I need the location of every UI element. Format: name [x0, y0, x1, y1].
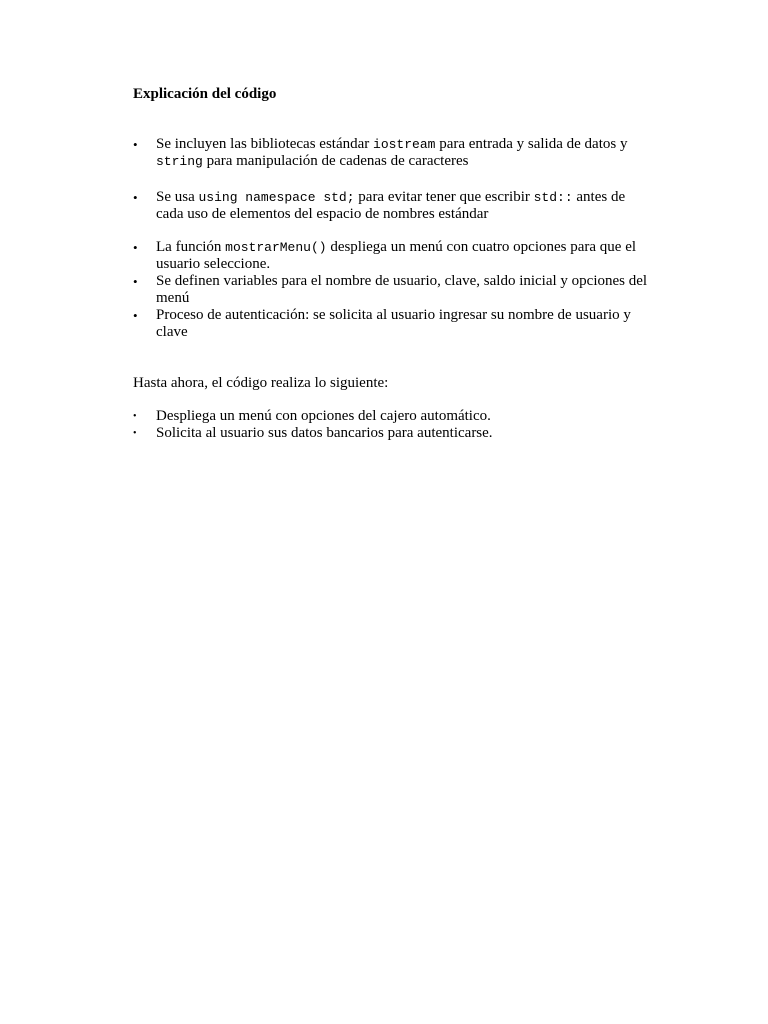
bullet-icon: • [133, 411, 137, 422]
bullet-icon: • [133, 240, 138, 255]
list-item [133, 307, 653, 341]
bullet-icon: • [133, 428, 137, 439]
list-item [133, 273, 653, 307]
bullet-icon: • [133, 190, 138, 205]
summary-item-text: Despliega un menú con opciones del cajero automático. [156, 408, 491, 424]
document-heading: Explicación del código [133, 86, 277, 102]
summary-item-text: Solicita al usuario sus datos bancarios para autenticarse. [156, 425, 493, 441]
list-item-text: Se usa using namespace std; para evitar tener que escribir std:: antes de cada uso de elementos del espacio de nombres estándar [156, 189, 626, 222]
code-snippet: iostream [373, 137, 436, 152]
list-item [133, 189, 653, 223]
code-snippet: mostrarMenu() [225, 240, 327, 255]
bullet-icon: • [133, 308, 138, 323]
bullet-icon: • [133, 137, 138, 152]
bullet-icon: • [133, 274, 138, 289]
code-snippet: std:: [533, 190, 573, 205]
summary-list-item [133, 425, 653, 442]
summary-list-item [133, 408, 653, 425]
summary-intro: Hasta ahora, el código realiza lo siguiente: [133, 375, 389, 391]
code-snippet: string [156, 154, 203, 169]
code-snippet: using namespace std; [198, 190, 355, 205]
list-item-text: Se definen variables para el nombre de usuario, clave, saldo inicial y opciones del menú [156, 273, 648, 306]
list-item [133, 239, 653, 273]
list-item [133, 136, 653, 170]
list-item-text: Proceso de autenticación: se solicita al usuario ingresar su nombre de usuario y clave [156, 307, 631, 340]
list-item-text: Se incluyen las bibliotecas estándar iostream para entrada y salida de datos y string para manipulación de cadenas de caracteres [156, 136, 628, 169]
list-item-text: La función mostrarMenu() despliega un menú con cuatro opciones para que el usuario seleccione. [156, 239, 637, 272]
